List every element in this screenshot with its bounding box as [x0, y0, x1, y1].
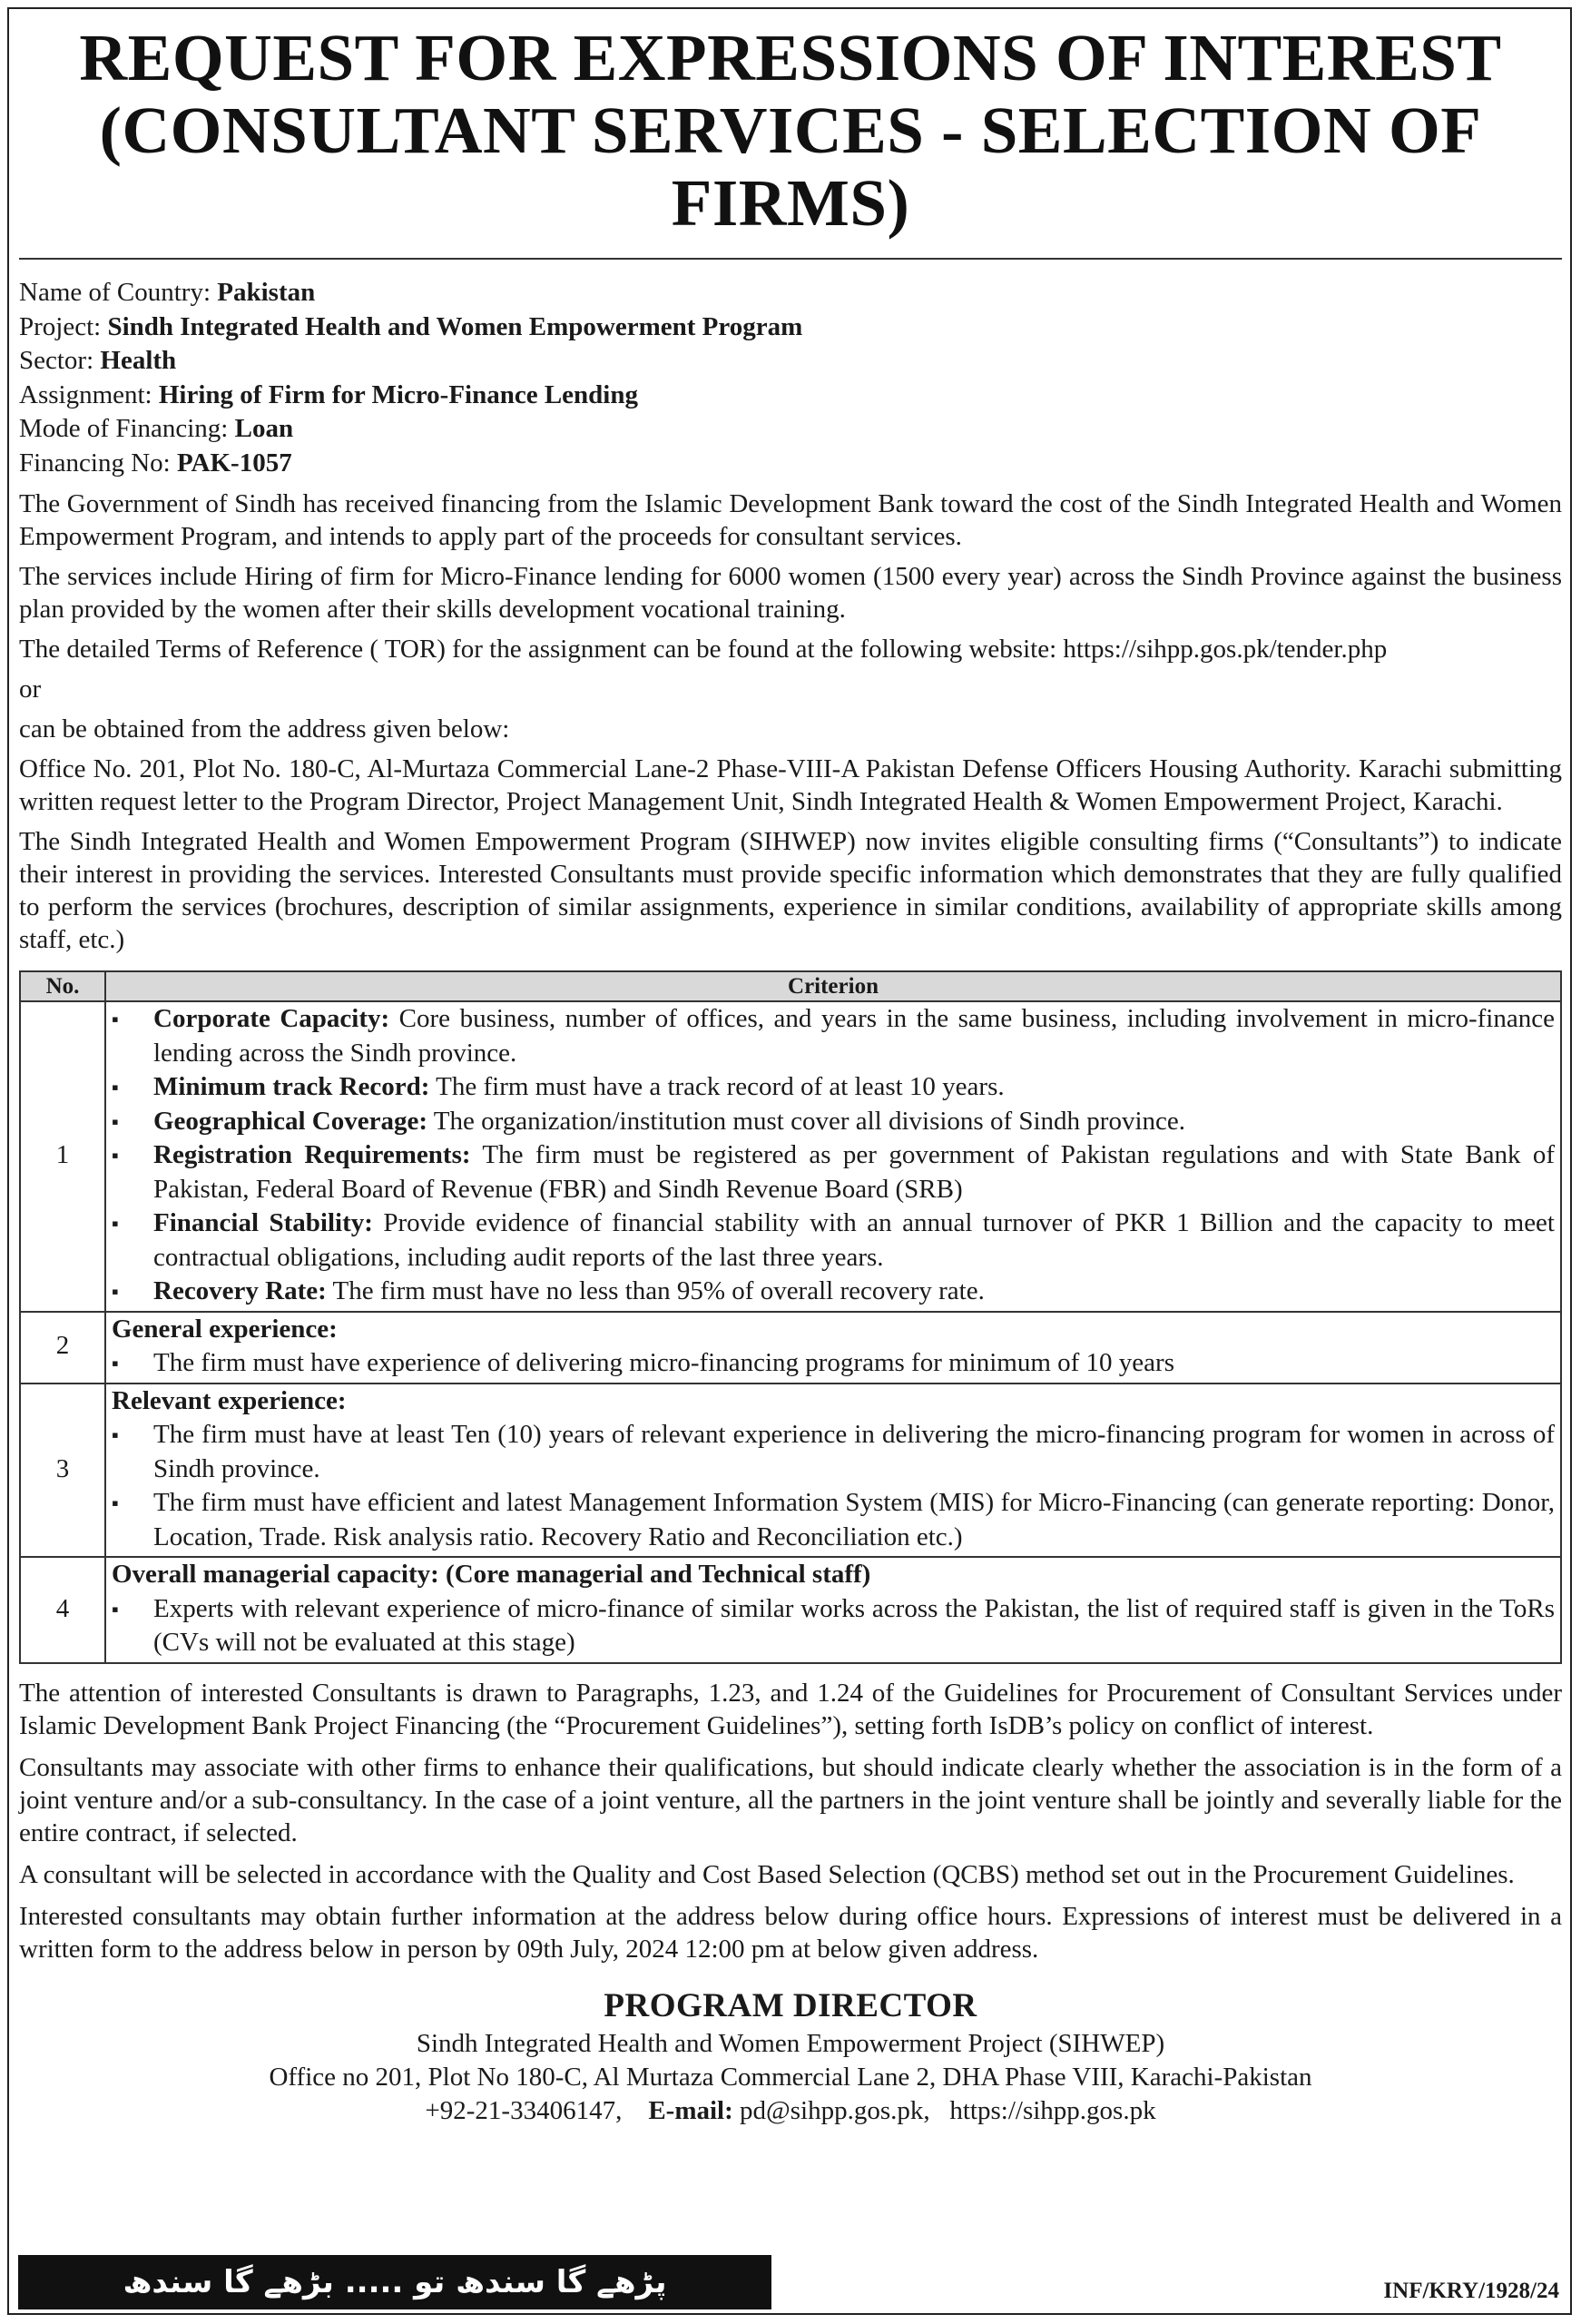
row-criterion	[105, 1557, 1561, 1663]
table-row	[20, 1557, 1561, 1663]
criteria-table	[19, 970, 1562, 1664]
list-item: ▪ Experts with relevant experience of micro-finance of similar works across the Pakistan, the list of required staff is given in the ToRs (CVs will not be evaluated at this stage)	[112, 1592, 1555, 1660]
row-number: 3	[20, 1384, 105, 1558]
meta-project: Project: Sindh Integrated Health and Women Empowerment Program	[19, 311, 803, 341]
meta-assignment: Assignment: Hiring of Firm for Micro-Finance Lending	[19, 379, 638, 409]
signature-block	[19, 1985, 1562, 2128]
selection-method-paragraph: A consultant will be selected in accordance with the Quality and Cost Based Selection (QCBS) method set out in the Procurement Guidelines.	[19, 1859, 1515, 1889]
table-header-row	[20, 971, 1561, 1001]
project-details	[19, 276, 1562, 480]
address-intro: can be obtained from the address given below:	[19, 714, 510, 743]
list-item: ▪ The firm must have experience of delivering micro-financing programs for minimum of 10 years	[112, 1346, 1555, 1381]
advertisement-frame	[7, 7, 1572, 2315]
email-label: E-mail:	[648, 2095, 733, 2125]
criterion-list	[112, 1418, 1555, 1554]
signatory-organization: Sindh Integrated Health and Women Empowerment Project (SIHWEP)	[416, 2028, 1165, 2058]
row-number: 4	[20, 1557, 105, 1663]
row-criterion	[105, 1312, 1561, 1384]
conflict-of-interest-paragraph: The attention of interested Consultants is drawn to Paragraphs, 1.23, and 1.24 of the Guidelines for Procurement of Consultant Services under Islamic Development Bank Project Financing (the “Procurement Guidelines”), setting forth IsDB’s policy on conflict of interest.	[19, 1678, 1562, 1740]
criterion-list	[112, 1346, 1555, 1381]
list-item: ▪ Financial Stability: Provide evidence of financial stability with an annual turnover of PKR 1 Billion and the capacity to meet contractual obligations, including audit reports of the last three years.	[112, 1206, 1555, 1275]
row-criterion	[105, 1384, 1561, 1558]
title-line-1: REQUEST FOR EXPRESSIONS OF INTEREST	[79, 21, 1502, 94]
meta-sector: Sector: Health	[19, 346, 177, 375]
table-row	[20, 1384, 1561, 1558]
row-number: 2	[20, 1312, 105, 1384]
list-item: ▪ Minimum track Record: The firm must have a track record of at least 10 years.	[112, 1070, 1555, 1105]
column-header-criterion: Criterion	[105, 971, 1561, 1001]
criterion-list	[112, 1002, 1555, 1309]
criterion-heading: Overall managerial capacity: (Core managerial and Technical staff)	[112, 1560, 871, 1589]
office-address-paragraph: Office No. 201, Plot No. 180-C, Al-Murtaza Commercial Lane-2 Phase-VIII-A Pakistan Defense Officers Housing Authority. Karachi submitting written request letter to the Program Director, Project Management Unit, Sindh Integrated Health & Women Empowerment Project, Karachi.	[19, 754, 1562, 816]
slogan-banner: پڑھے گا سندھ تو ..... بڑھے گا سندھ	[18, 2255, 771, 2309]
criterion-list	[112, 1592, 1555, 1660]
criterion-heading: General experience:	[112, 1314, 338, 1344]
list-item: ▪ Corporate Capacity: Core business, number of offices, and years in the same business, including involvement in micro-finance lending across the Sindh province.	[112, 1002, 1555, 1070]
title-line-2: (CONSULTANT SERVICES - SELECTION OF FIRMS)	[99, 94, 1482, 240]
list-item: ▪ The firm must have efficient and latest Management Information System (MIS) for Micro-Financing (can generate reporting: Donor, Location, Trade. Risk analysis ratio. Recovery Ratio and Reconciliation etc.)	[112, 1486, 1555, 1554]
phone-number: +92-21-33406147,	[425, 2095, 623, 2125]
intro-paragraph: The services include Hiring of firm for Micro-Finance lending for 6000 women (1500 every year) across the Sindh Province against the business plan provided by the women after their skills development vocational training.	[19, 562, 1562, 624]
list-item: ▪ The firm must have at least Ten (10) years of relevant experience in delivering the micro-financing program for women in across of Sindh province.	[112, 1418, 1555, 1486]
signatory-address: Office no 201, Plot No 180-C, Al Murtaza Commercial Lane 2, DHA Phase VIII, Karachi-Pakistan	[269, 2062, 1312, 2092]
list-item: ▪ Registration Requirements: The firm must be registered as per government of Pakistan regulations and with State Bank of Pakistan, Federal Board of Revenue (FBR) and Sindh Revenue Board (SRB)	[112, 1138, 1555, 1206]
table-row	[20, 1001, 1561, 1312]
list-item: ▪ Geographical Coverage: The organization/institution must cover all divisions of Sindh province.	[112, 1105, 1555, 1139]
column-header-no: No.	[20, 971, 105, 1001]
row-number: 1	[20, 1001, 105, 1312]
meta-country: Name of Country: Pakistan	[19, 278, 316, 307]
invitation-paragraph: The Sindh Integrated Health and Women Empowerment Program (SIHWEP) now invites eligible consulting firms (“Consultants”) to indicate their interest in providing the services. Interested Consultants must provide specific information which demonstrates that they are fully qualified to perform the services (brochures, description of similar assignments, experience in similar conditions, availability of appropriate skills among staff, etc.)	[19, 827, 1562, 954]
or-text: or	[19, 675, 42, 704]
submission-paragraph: Interested consultants may obtain further information at the address below during office hours. Expressions of interest must be delivered in a written form to the address below in person by 09th July, 2024 12:00 pm at below given address.	[19, 1901, 1562, 1964]
criterion-heading: Relevant experience:	[112, 1385, 347, 1415]
document-title	[19, 22, 1562, 240]
tor-link-paragraph: The detailed Terms of Reference ( TOR) for the assignment can be found at the following website: https://sihpp.gos.pk/tender.php	[19, 635, 1388, 664]
reference-number: INF/KRY/1928/24	[1383, 2279, 1559, 2303]
document-body	[19, 22, 1562, 2128]
contact-line	[19, 2094, 1562, 2128]
table-row	[20, 1312, 1561, 1384]
list-item: ▪ Recovery Rate: The firm must have no less than 95% of overall recovery rate.	[112, 1275, 1555, 1309]
association-paragraph: Consultants may associate with other firms to enhance their qualifications, but should indicate clearly whether the association is in the form of a joint venture and/or a sub-consultancy. In the case of a joint venture, all the partners in the joint venture shall be jointly and severally liable for the entire contract, if selected.	[19, 1752, 1562, 1847]
meta-financing-mode: Mode of Financing: Loan	[19, 414, 294, 443]
meta-financing-no: Financing No: PAK-1057	[19, 448, 292, 478]
email-link[interactable]: pd@sihpp.gos.pk,	[740, 2095, 930, 2125]
row-criterion	[105, 1001, 1561, 1312]
title-divider	[19, 258, 1562, 260]
intro-paragraph: The Government of Sindh has received financing from the Islamic Development Bank toward the cost of the Sindh Integrated Health and Women Empowerment Program, and intends to apply part of the proceeds for consultant services.	[19, 489, 1562, 551]
signatory-title: PROGRAM DIRECTOR	[604, 1986, 977, 2024]
website-link[interactable]: https://sihpp.gos.pk	[949, 2095, 1156, 2125]
